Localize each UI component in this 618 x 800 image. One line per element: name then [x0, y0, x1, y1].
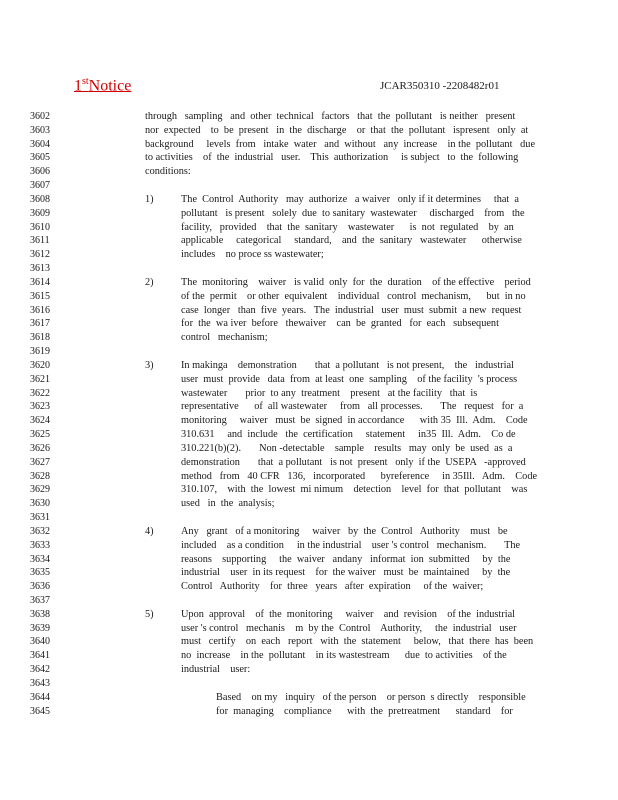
text-line: [0, 483, 618, 497]
line-text: monitoring waiver must be signed in accordance with 35 Ill. Adm. Code: [181, 415, 528, 427]
text-line: [0, 705, 618, 719]
text-line: [0, 138, 618, 152]
line-text: Any grant of a monitoring waiver by the Control Authority must be: [181, 525, 508, 537]
text-line: [0, 317, 618, 331]
line-text: method from 40 CFR 136, incorporated byreference in 35Ill. Adm. Code: [181, 470, 538, 482]
line-number: 3641: [30, 650, 50, 662]
text-line: [0, 635, 618, 649]
line-number: 3606: [30, 166, 50, 178]
list-marker: 4): [145, 525, 154, 537]
text-line: [0, 608, 618, 622]
line-number: 3626: [30, 442, 50, 454]
text-line: [0, 400, 618, 414]
line-number: 3639: [30, 622, 50, 634]
text-line: [0, 580, 618, 594]
text-line: [0, 497, 618, 511]
text-line: [0, 387, 618, 401]
line-number: 3611: [30, 235, 50, 247]
line-number: 3638: [30, 608, 50, 620]
line-text: Based on my inquiry of the person or person s directly responsible: [216, 691, 526, 703]
text-line: [0, 442, 618, 456]
line-text: Upon approval of the monitoring waiver and revision of the industrial: [181, 608, 516, 620]
notice-label: 1stNotice: [74, 76, 132, 95]
text-line: [0, 511, 618, 525]
text-line: [0, 677, 618, 691]
text-line: [0, 373, 618, 387]
text-line: [0, 525, 618, 539]
line-text: for the wa iver before thewaiver can be granted for each subsequent: [181, 318, 499, 330]
document-body: [0, 110, 618, 718]
line-text: background levels from intake water and without any increase in the pollutant due: [145, 138, 536, 150]
line-number: 3631: [30, 512, 50, 524]
line-number: 3636: [30, 581, 50, 593]
line-number: 3617: [30, 318, 50, 330]
text-line: [0, 248, 618, 262]
line-text: to activities of the industrial user. This authorization is subject to the following: [145, 152, 519, 164]
line-text: wastewater prior to any treatment present at the facility that is: [181, 387, 478, 399]
page-header: [0, 76, 618, 96]
line-number: 3628: [30, 470, 50, 482]
line-text: case longer than five years. The industrial user must submit a new request: [181, 304, 522, 316]
line-number: 3612: [30, 249, 50, 261]
line-text: applicable categorical standard, and the sanitary wastewater otherwise: [181, 235, 522, 247]
line-number: 3607: [30, 180, 50, 192]
line-number: 3618: [30, 332, 50, 344]
line-text: included as a condition in the industrial user 's control mechanism. The: [181, 539, 521, 551]
line-text: conditions:: [145, 166, 191, 178]
line-text: no increase in the pollutant in its wastestream due to activities of the: [181, 650, 507, 662]
line-text: must certify on each report with the statement below, that there has been: [181, 636, 534, 648]
text-line: [0, 566, 618, 580]
line-text: industrial user:: [181, 664, 251, 676]
line-text: Control Authority for three years after expiration of the waiver;: [181, 581, 484, 593]
text-line: [0, 207, 618, 221]
text-line: [0, 649, 618, 663]
line-number: 3632: [30, 525, 50, 537]
text-line: [0, 345, 618, 359]
line-text: 310.107, with the lowest mi nimum detection level for that pollutant was: [181, 484, 528, 496]
line-number: 3623: [30, 401, 50, 413]
line-text: representative of all wastewater from all processes. The request for a: [181, 401, 524, 413]
line-number: 3616: [30, 304, 50, 316]
line-number: 3635: [30, 567, 50, 579]
text-line: [0, 691, 618, 705]
line-text: includes no proce ss wastewater;: [181, 249, 324, 261]
line-number: 3621: [30, 373, 50, 385]
line-text: through sampling and other technical factors that the pollutant is neither present: [145, 111, 516, 122]
text-line: [0, 456, 618, 470]
text-line: [0, 179, 618, 193]
line-text: nor expected to be present in the discharge or that the pollutant ispresent only at: [145, 124, 529, 136]
line-number: 3629: [30, 484, 50, 496]
line-number: 3610: [30, 221, 50, 233]
line-number: 3604: [30, 138, 50, 150]
line-number: 3624: [30, 415, 50, 427]
line-number: 3614: [30, 276, 50, 288]
line-text: user 's control mechanis m by the Control Authority, the industrial user: [181, 622, 517, 634]
text-line: [0, 414, 618, 428]
text-line: [0, 594, 618, 608]
text-line: [0, 359, 618, 373]
line-text: control mechanism;: [181, 332, 268, 344]
text-line: [0, 276, 618, 290]
line-number: 3644: [30, 691, 50, 703]
line-number: 3619: [30, 346, 50, 358]
line-number: 3622: [30, 387, 50, 399]
line-number: 3620: [30, 359, 50, 371]
line-number: 3643: [30, 677, 50, 689]
text-line: [0, 331, 618, 345]
line-text: industrial user in its request for the waiver must be maintained by the: [181, 567, 511, 579]
text-line: [0, 262, 618, 276]
list-marker: 3): [145, 359, 154, 371]
line-text: demonstration that a pollutant is not present only if the USEPA -approved: [181, 456, 526, 468]
text-line: [0, 221, 618, 235]
text-line: [0, 290, 618, 304]
line-number: 3642: [30, 664, 50, 676]
line-text: The monitoring waiver is valid only for the duration of the effective period: [181, 276, 531, 288]
text-line: [0, 553, 618, 567]
text-line: [0, 124, 618, 138]
text-line: [0, 304, 618, 318]
line-number: 3613: [30, 263, 50, 275]
line-number: 3603: [30, 124, 50, 136]
line-number: 3609: [30, 207, 50, 219]
line-number: 3608: [30, 193, 50, 205]
text-line: [0, 663, 618, 677]
text-line: [0, 151, 618, 165]
line-number: 3645: [30, 705, 50, 717]
line-number: 3637: [30, 594, 50, 606]
line-text: of the permit or other equivalent individual control mechanism, but in no: [181, 290, 526, 302]
line-number: 3640: [30, 636, 50, 648]
document-code: JCAR350310 -2208482r01: [380, 80, 500, 92]
text-line: [0, 165, 618, 179]
line-number: 3630: [30, 498, 50, 510]
list-marker: 1): [145, 193, 154, 205]
text-line: [0, 428, 618, 442]
line-text: pollutant is present solely due to sanitary wastewater discharged from the: [181, 207, 525, 219]
line-number: 3634: [30, 553, 50, 565]
line-number: 3602: [30, 111, 50, 122]
line-text: user must provide data from at least one sampling of the facility 's process: [181, 373, 518, 385]
line-number: 3625: [30, 429, 50, 441]
line-text: facility, provided that the sanitary wastewater is not regulated by an: [181, 221, 514, 233]
text-line: [0, 470, 618, 484]
line-number: 3605: [30, 152, 50, 164]
list-marker: 5): [145, 608, 154, 620]
line-text: reasons supporting the waiver andany informat ion submitted by the: [181, 553, 511, 565]
text-line: [0, 234, 618, 248]
text-line: [0, 539, 618, 553]
list-marker: 2): [145, 276, 154, 288]
line-text: The Control Authority may authorize a waiver only if it determines that a: [181, 193, 519, 205]
text-line: [0, 193, 618, 207]
line-text: 310.631 and include the certification statement in35 Ill. Adm. Co de: [181, 429, 516, 441]
line-number: 3627: [30, 456, 50, 468]
line-number: 3615: [30, 290, 50, 302]
line-text: 310.221(b)(2). Non -detectable sample results may only be used as a: [181, 442, 513, 454]
text-line: [0, 622, 618, 636]
line-text: used in the analysis;: [181, 498, 275, 510]
line-text: for managing compliance with the pretreatment standard for: [216, 705, 513, 717]
line-text: In makinga demonstration that a pollutant is not present, the industrial: [181, 359, 514, 371]
line-number: 3633: [30, 539, 50, 551]
text-line: [0, 110, 618, 124]
